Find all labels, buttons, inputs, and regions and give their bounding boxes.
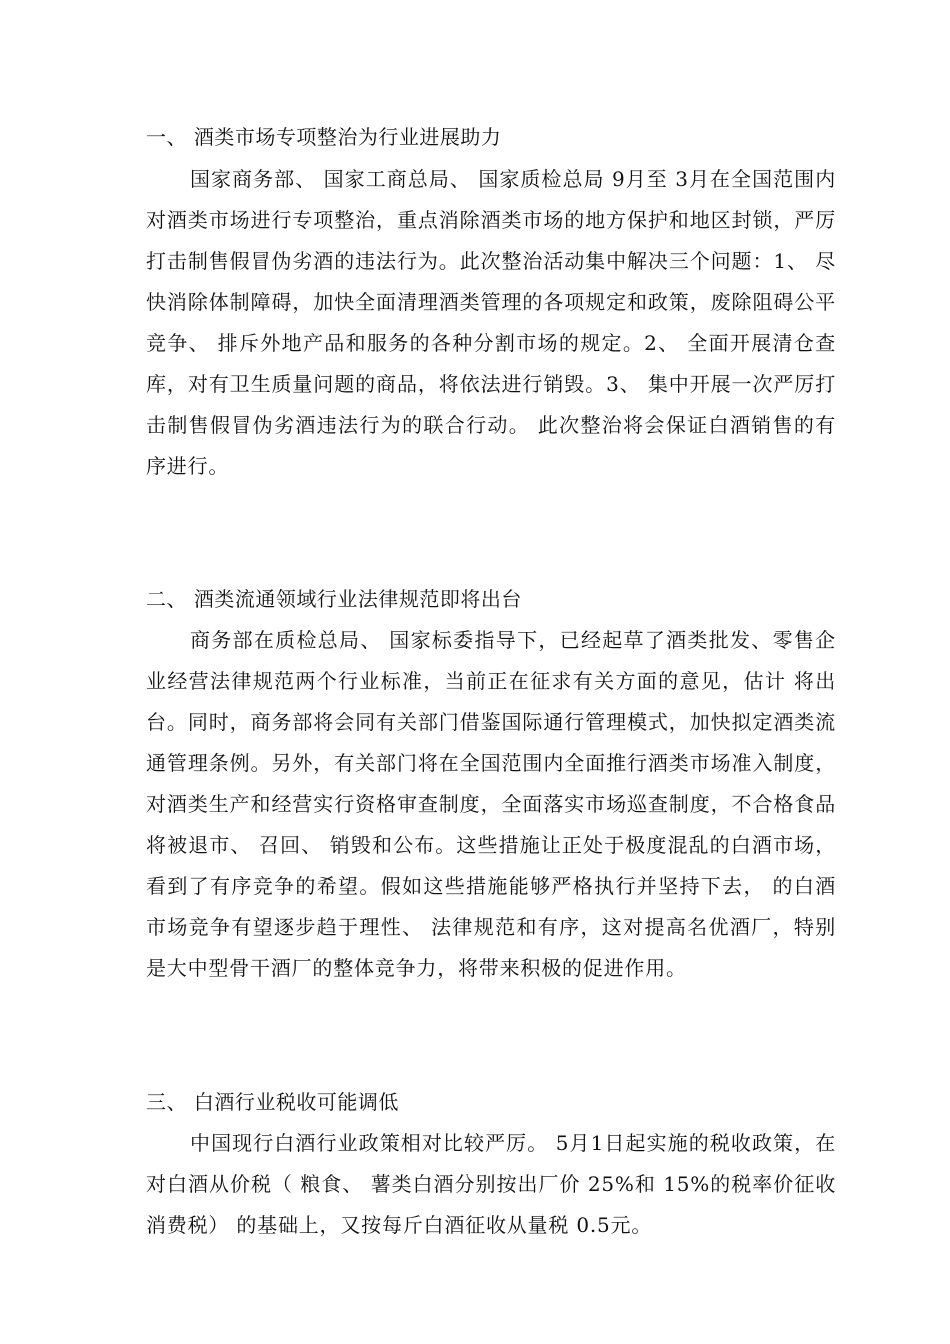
section-3-heading: 三、 白酒行业税收可能调低	[146, 1090, 399, 1114]
section-2-body: 商务部在质检总局、 国家标委指导下，已经起草了酒类批发、零售企业经营法律规范两个行业标准，当前正在征求有关方面的意见，估计 将出台。同时，商务部将会同有关部门借鉴国际通行管理模式，加快拟定酒类流通管理条例。另外，有关部门将在全国范围内全面推行酒类市场准入制度，对酒类生产和经营实行资格审查制度，全面落实市场巡查制度，不合格食品将被退市、 召回、 销毁和公布。这些措施让正处于极度混乱的白酒市场，看到了有序竞争的希望。假如这些措施能够严格执行并坚持下去， 的白酒市场竞争有望逐步趋于理性、 法律规范和有序，这对提高名优酒厂，特别是大中型骨干酒厂的整体竞争力，将带来积极的促进作用。	[146, 628, 836, 980]
section-1-heading: 一、 酒类市场专项整治为行业进展助力	[146, 125, 502, 149]
section-1-body: 国家商务部、 国家工商总局、 国家质检总局 9月至 3月在全国范围内对酒类市场进行专项整治，重点消除酒类市场的地方保护和地区封锁，严厉打击制售假冒伪劣酒的违法行为。此次整治活动集中解决三个问题：1、 尽快消除体制障碍，加快全面清理酒类管理的各项规定和政策，废除阻碍公平竞争、 排斥外地产品和服务的各种分割市场的规定。2、 全面开展清仓查库，对有卫生质量问题的商品，将依法进行销毁。3、 集中开展一次严厉打击制售假冒伪劣酒违法行为的联合行动。 此次整治将会保证白酒销售的有序进行。	[146, 167, 836, 478]
section-3-body: 中国现行白酒行业政策相对比较严厉。 5月1日起实施的税收政策，在对白酒从价税（ 粮食、 薯类白酒分别按出厂价 25%和 15%的税率价征收消费税） 的基础上，又按每斤白酒征收从量税 0.5元。	[146, 1131, 836, 1237]
section-2-heading: 二、 酒类流通领域行业法律规范即将出台	[146, 587, 522, 611]
